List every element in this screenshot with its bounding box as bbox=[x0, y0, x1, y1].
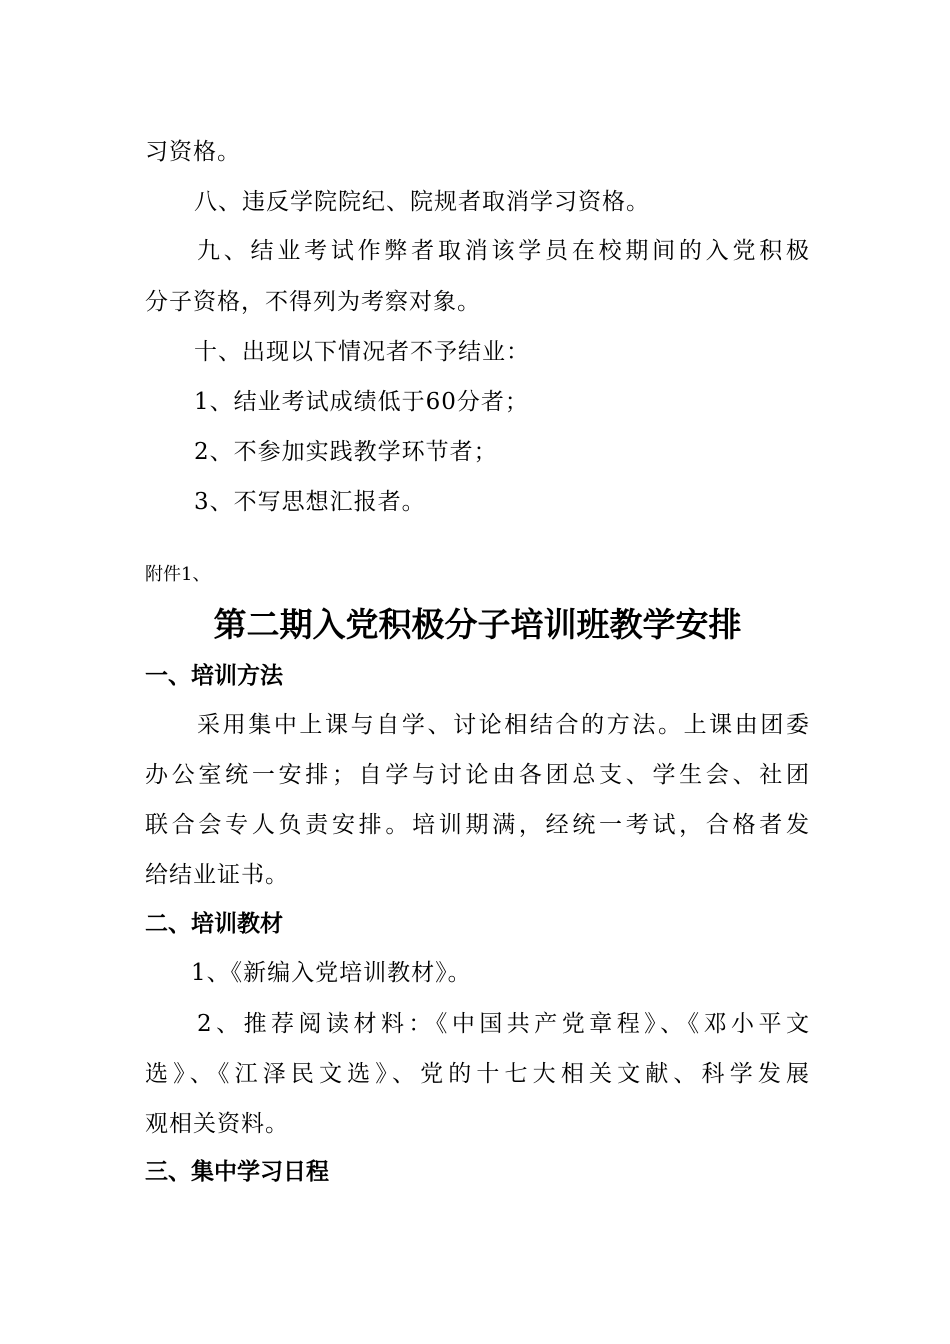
section-heading-schedule: 三、集中学习日程 bbox=[145, 1159, 329, 1185]
paragraph-line: 采用集中上课与自学、讨论相结合的方法。上课由团委 bbox=[197, 712, 810, 738]
rule-item-ten: 十、出现以下情况者不予结业： bbox=[194, 339, 530, 365]
list-item: 2、不参加实践教学环节者； bbox=[194, 439, 498, 465]
attachment-label: 附件1、 bbox=[145, 564, 211, 585]
rule-item-eight: 八、违反学院院纪、院规者取消学习资格。 bbox=[194, 189, 650, 215]
rule-item-nine: 九、结业考试作弊者取消该学员在校期间的入党积极 bbox=[197, 238, 810, 264]
list-item: 3、不写思想汇报者。 bbox=[194, 489, 426, 515]
text-line: 分子资格，不得列为考察对象。 bbox=[145, 289, 481, 315]
list-item: 1、结业考试成绩低于60分者； bbox=[194, 389, 529, 415]
paragraph-line: 选》、《江泽民文选》、党的十七大相关文献、科学发展 bbox=[145, 1061, 810, 1087]
paragraph-line: 给结业证书。 bbox=[145, 862, 289, 888]
paragraph-line: 观相关资料。 bbox=[145, 1111, 289, 1137]
section-heading-methods: 一、培训方法 bbox=[145, 663, 283, 689]
paragraph-line: 联合会专人负责安排。培训期满，经统一考试，合格者发 bbox=[145, 812, 810, 838]
text-line: 习资格。 bbox=[145, 139, 241, 165]
document-title: 第二期入党积极分子培训班教学安排 bbox=[213, 605, 742, 644]
list-item: 2、推荐阅读材料：《中国共产党章程》、《邓小平文 bbox=[197, 1011, 810, 1037]
paragraph-line: 办公室统一安排；自学与讨论由各团总支、学生会、社团 bbox=[145, 762, 810, 788]
list-item: 1、《新编入党培训教材》。 bbox=[191, 960, 472, 986]
section-heading-materials: 二、培训教材 bbox=[145, 911, 283, 937]
